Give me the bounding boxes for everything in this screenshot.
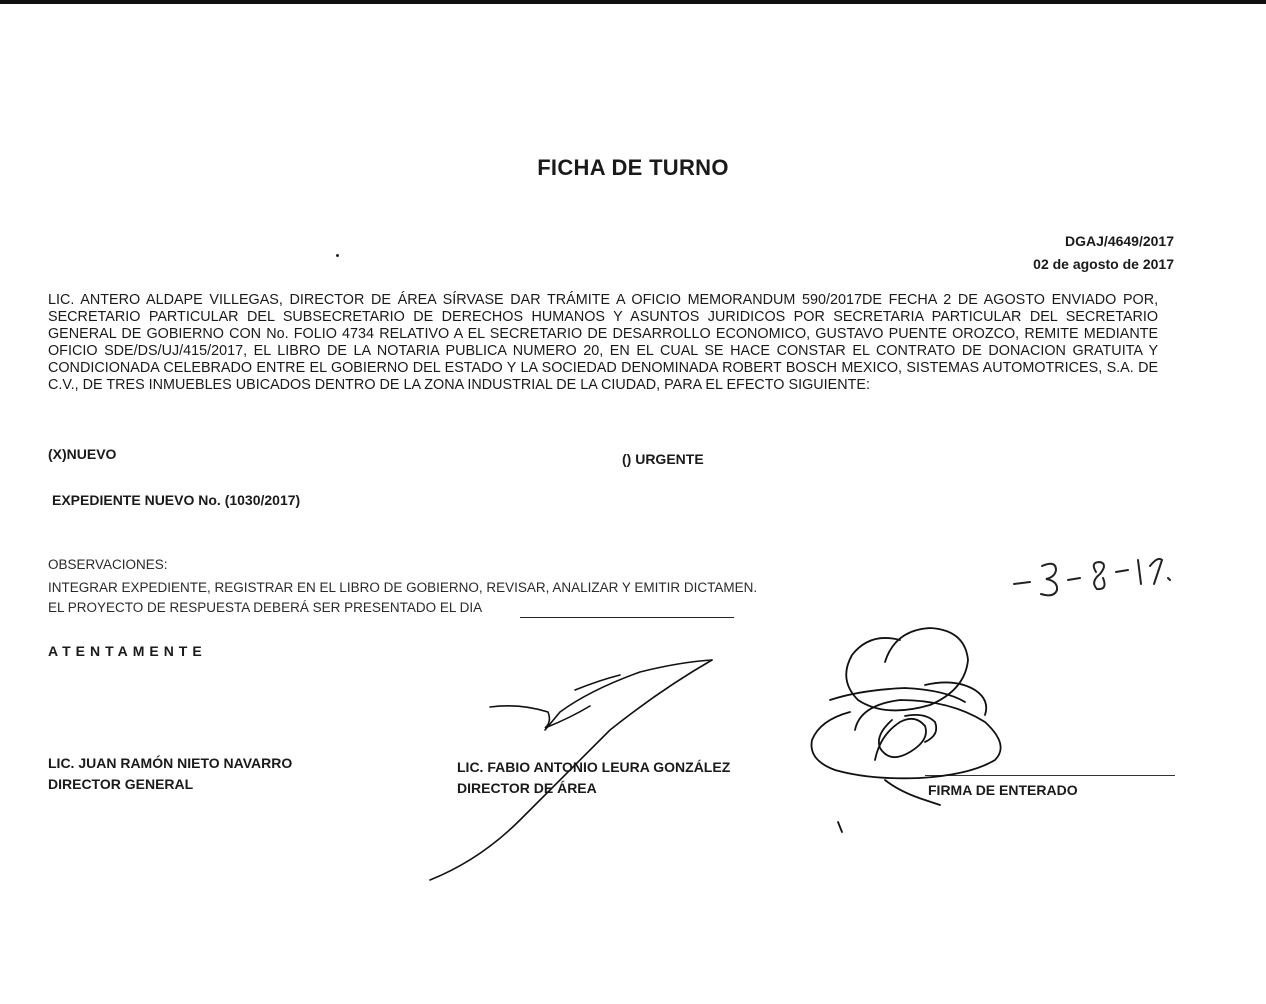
firma-enterado-label: FIRMA DE ENTERADO bbox=[928, 782, 1078, 798]
director-general-title: DIRECTOR GENERAL bbox=[48, 776, 194, 792]
closing-atentamente: ATENTAMENTE bbox=[48, 643, 207, 659]
handwritten-date bbox=[1014, 559, 1170, 595]
document-date: 02 de agosto de 2017 bbox=[1033, 256, 1174, 272]
option-nuevo: (X)NUEVO bbox=[48, 446, 117, 462]
director-area-name: LIC. FABIO ANTONIO LEURA GONZÁLEZ bbox=[457, 759, 731, 775]
director-area-signature bbox=[430, 660, 712, 880]
presentation-date-text: EL PROYECTO DE RESPUESTA DEBERÁ SER PRESENTADO EL DIA bbox=[48, 600, 483, 615]
reference-number: DGAJ/4649/2017 bbox=[1065, 233, 1174, 249]
director-general-name: LIC. JUAN RAMÓN NIETO NAVARRO bbox=[48, 755, 293, 771]
observaciones-text: INTEGRAR EXPEDIENTE, REGISTRAR EN EL LIBRO DE GOBIERNO, REVISAR, ANALIZAR Y EMITIR DICTAMEN. bbox=[48, 580, 758, 595]
option-urgente: () URGENTE bbox=[622, 451, 704, 467]
instruction-paragraph: LIC. ANTERO ALDAPE VILLEGAS, DIRECTOR DE ÁREA SÍRVASE DAR TRÁMITE A OFICIO MEMORANDUM 590/2017DE FECHA 2 DE AGOSTO ENVIADO POR, SECRETARIO PARTICULAR DEL SUBSECRETARIO DE DERECHOS HUMANOS Y ASUNTOS JURIDICOS POR SECRETARIA PARTICULAR DEL SECRETARIO GENERAL DE GOBIERNO CON No. FOLIO 4734 RELATIVO A EL SECRETARIO DE DESARROLLO ECONOMICO, GUSTAVO PUENTE OROZCO, REMITE MEDIANTE OFICIO SDE/DS/UJ/415/2017, EL LIBRO DE LA NOTARIA PUBLICA NUMERO 20, EN EL CUAL SE HACE CONSTAR EL CONTRATO DE DONACION GRATUITA Y CONDICIONADA CELEBRADO ENTRE EL GOBIERNO DEL ESTADO Y LA SOCIEDAD DENOMINADA ROBERT BOSCH MEXICO, SISTEMAS AUTOMOTRICES, S.A. DE C.V., DE TRES INMUEBLES UBICADOS DENTRO DE LA ZONA INDUSTRIAL DE LA CIUDAD, PARA EL EFECTO SIGUIENTE: bbox=[48, 292, 1159, 393]
director-area-title: DIRECTOR DE ÁREA bbox=[457, 780, 597, 796]
document-title: FICHA DE TURNO bbox=[537, 155, 729, 180]
observaciones-label: OBSERVACIONES: bbox=[48, 557, 168, 572]
expediente-number: EXPEDIENTE NUEVO No. (1030/2017) bbox=[52, 492, 301, 508]
enterado-signature bbox=[811, 628, 1000, 832]
